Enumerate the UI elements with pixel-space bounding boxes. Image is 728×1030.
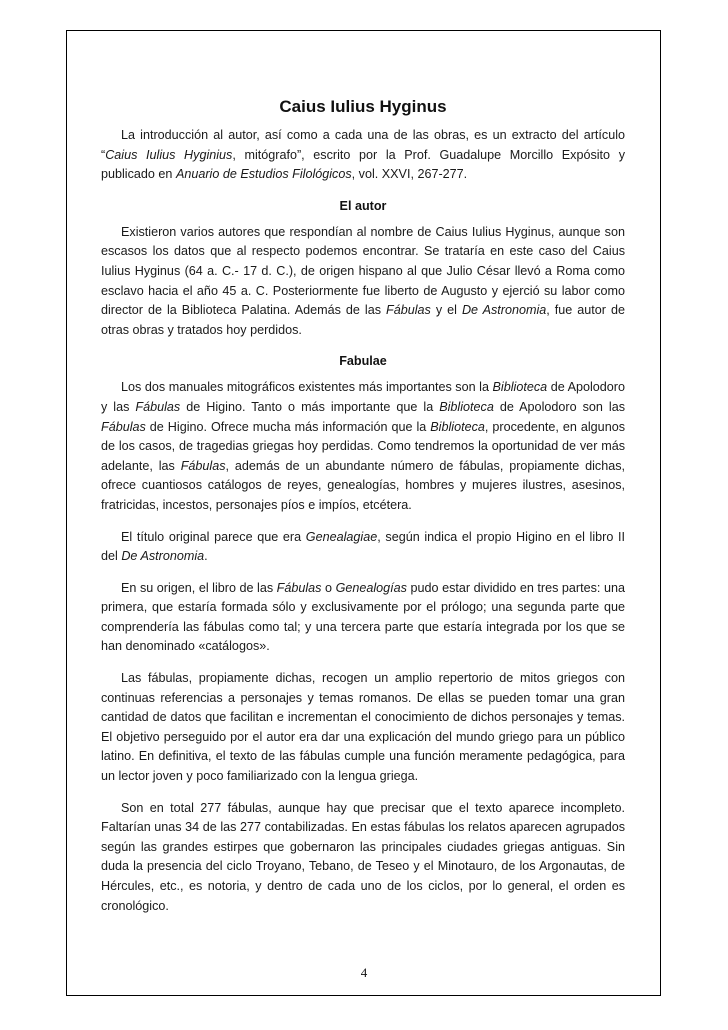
fabulae-paragraph-2: El título original parece que era Genealagiae, según indica el propio Higino en el libro II del De Astronomia. — [101, 529, 626, 564]
autor-paragraph: Existieron varios autores que respondían al nombre de Caius Iulius Hyginus, aunque son escasos los datos que al respecto podemos encontrar. Se trataría en este caso del Caius Iulius Hyginus (64 a. C.- 17 d. C.), de origen hispano al que Julio César llevó a Roma como esclavo hacia el año 45 a. C. Posteriormente fue liberto de Augusto y ejerció su labor como director de la Biblioteca Palatina. Además de las Fábulas y el De Astronomia, fue autor de otras obras y tratados hoy perdidos. — [101, 224, 625, 337]
document-body — [101, 96, 625, 928]
intro-paragraph: La introducción al autor, así como a cada una de las obras, es un extracto del artículo “Caius Iulius Hyginius, mitógrafo”, escrito por la Prof. Guadalupe Morcillo Expósito y publicado en Anuario de Estudios Filológicos, vol. XXVI, 267-277. — [101, 128, 625, 182]
fabulae-paragraph-4: Las fábulas, propiamente dichas, recogen un amplio repertorio de mitos griegos con continuas referencias a personajes y temas romanos. De ellas se pueden tomar una gran cantidad de datos que facilitan e incrementan el conocimiento de dichos personajes y temas. El objetivo perseguido por el autor era dar una explicación del mundo griego para un público latino. En definitiva, el texto de las fábulas cumple una función meramente pedagógica, para un lector joven y poco familiarizado con la lengua griega. — [101, 671, 625, 784]
page-number: 4 — [360, 965, 368, 980]
section-heading-autor: El autor — [339, 198, 387, 213]
fabulae-paragraph-1: Los dos manuales mitográficos existentes más importantes son la Biblioteca de Apolodoro y las Fábulas de Higino. Tanto o más importante que la Biblioteca de Apolodoro son las Fábulas de Higino. Ofrece mucha más información que la Biblioteca, procedente, en algunos de los casos, de tragedias griegas hoy perdidas. Como tendremos la oportunidad de ver más adelante, las Fábulas, además de un abundante número de fábulas, propiamente dichas, ofrece cuantiosos catálogos de reyes, genealogías, hombres y mujeres ilustres, asesinos, fratricidas, incestos, personajes píos e impíos, etcétera. — [101, 380, 625, 512]
page-title: Caius Iulius Hyginus — [279, 97, 447, 116]
fabulae-paragraph-5: Son en total 277 fábulas, aunque hay que precisar que el texto aparece incompleto. Faltarían unas 34 de las 277 contabilizadas. En estas fábulas los relatos aparecen agrupados según las grandes estirpes que gobernaron las principales ciudades griegas antiguas. Sin duda la presencia del ciclo Troyano, Tebano, de Teseo y el Minotauro, de los Argonautas, de Hércules, etc., es notoria, y dentro de cada uno de los ciclos, por lo general, el orden es cronológico. — [101, 800, 625, 913]
fabulae-paragraph-3: En su origen, el libro de las Fábulas o Genealogías pudo estar dividido en tres partes: una primera, que estaría formada sólo y exclusivamente por el prólogo; una segunda parte que comprendería las fábulas como tal; y una tercera parte que estaría integrada por los que se han denominado «catálogos». — [101, 580, 625, 654]
section-heading-fabulae: Fabulae — [339, 354, 387, 369]
